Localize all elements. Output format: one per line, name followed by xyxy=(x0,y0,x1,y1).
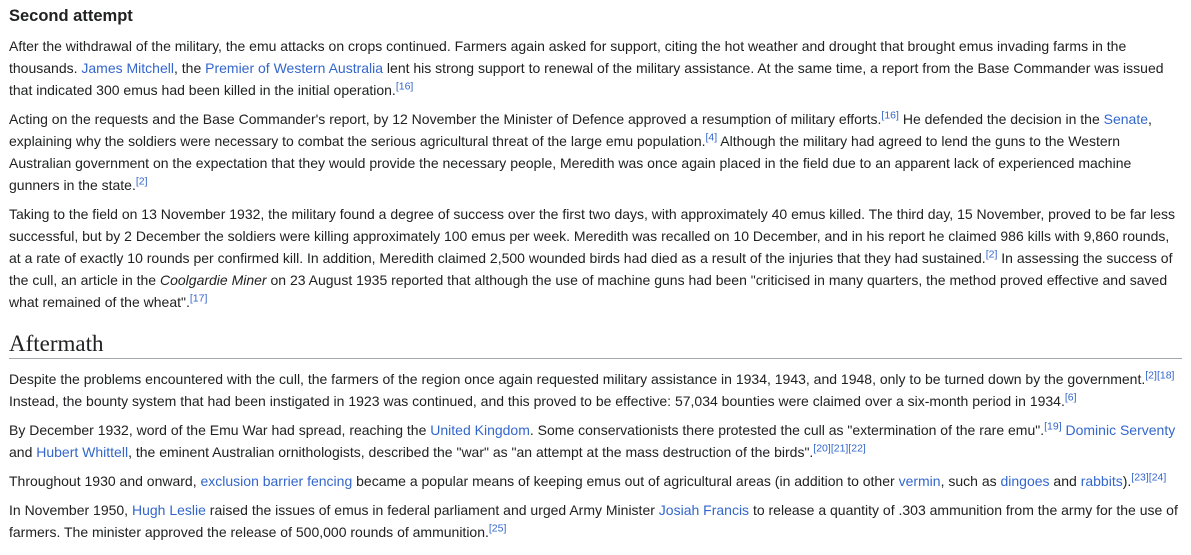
citation-link[interactable]: [2] xyxy=(985,248,998,261)
reference-superscript xyxy=(190,292,208,304)
paragraph: Taking to the field on 13 November 1932, the military found a degree of success over the first two days, with approximately 40 emus killed. The third day, 15 November, proved to be far less successful, but by 2 December the soldiers were killing approximately 100 emus per week. Meredith was recalled on 10 December, and in his report he claimed 986 kills with 9,860 rounds, at a rate of exactly 10 rounds per confirmed kill. In addition, Meredith claimed 2,500 wounded birds had died as a result of the injuries that they had sustained.[2] In assessing the success of the cull, an article in the Coolgardie Miner on 23 August 1935 reported that although the use of machine guns had been "criticised in many quarters, the method proved effective and saved what remained of the wheat".[17] xyxy=(9,206,1175,310)
paragraph: Despite the problems encountered with the cull, the farmers of the region once again requested military assistance in 1934, 1943, and 1948, only to be turned down by the government.[2][18] Instead, the bounty system that had been instigated in 1923 was continued, and this proved to be effective: 57,034 bounties were claimed over a six-month period in 1934.[6] xyxy=(9,369,1175,409)
citation-link[interactable]: [2] xyxy=(1145,369,1157,382)
reference-superscript xyxy=(1065,391,1077,403)
citation-link[interactable]: [2] xyxy=(135,175,148,188)
citation-link[interactable]: [20] xyxy=(813,442,831,455)
citation-link[interactable]: [23] xyxy=(1131,471,1149,484)
reference-superscript xyxy=(986,248,998,260)
citation-link[interactable]: [4] xyxy=(705,131,718,144)
link-hubert-whittell[interactable]: Hubert Whittell xyxy=(36,444,129,460)
link-dominic-serventy[interactable]: Dominic Serventy xyxy=(1065,422,1176,438)
citation-link[interactable]: [21] xyxy=(830,442,849,455)
citation-link[interactable]: [6] xyxy=(1064,391,1077,404)
reference-superscript xyxy=(396,80,414,92)
link-james-mitchell[interactable]: James Mitchell xyxy=(81,60,174,76)
link-rabbits[interactable]: rabbits xyxy=(1080,473,1123,489)
paragraph: In November 1950, Hugh Leslie raised the issues of emus in federal parliament and urged Army Minister Josiah Francis to release a quantity of .303 ammunition from the army for the use of farmers. The minister approved the release of 500,000 rounds of ammunition.[25] xyxy=(9,502,1178,540)
link-united-kingdom[interactable]: United Kingdom xyxy=(430,422,530,438)
link-senate[interactable]: Senate xyxy=(1103,111,1149,127)
paragraph: Acting on the requests and the Base Commander's report, by 12 November the Minister of Defence approved a resumption of military efforts.[16] He defended the decision in the Senate, explaining why the soldiers were necessary to combat the serious agricultural threat of the large emu population.[4] Although the military had agreed to lend the guns to the Western Australian government on the expectation that they would provide the necessary people, Meredith was once again placed in the field due to an apparent lack of experienced machine gunners in the state.[2] xyxy=(9,109,1152,193)
link-vermin[interactable]: vermin xyxy=(898,473,941,489)
reference-superscript xyxy=(813,442,866,454)
link-premier-of-western-australia[interactable]: Premier of Western Australia xyxy=(205,60,384,76)
reference-superscript xyxy=(1145,369,1174,381)
citation-link[interactable]: [16] xyxy=(395,80,414,93)
reference-superscript xyxy=(1044,420,1062,432)
section-heading-aftermath: Aftermath xyxy=(9,331,1182,359)
paragraph: Throughout 1930 and onward, exclusion barrier fencing became a popular means of keeping emus out of agricultural areas (in addition to other vermin, such as dingoes and rabbits).[23][24] xyxy=(9,471,1167,489)
reference-superscript xyxy=(706,131,718,143)
citation-link[interactable]: [19] xyxy=(1044,420,1062,433)
reference-superscript xyxy=(136,175,148,187)
link-exclusion-barrier-fencing[interactable]: exclusion barrier fencing xyxy=(200,473,353,489)
citation-link[interactable]: [17] xyxy=(189,292,208,305)
newspaper-title: Coolgardie Miner xyxy=(159,272,267,288)
section-heading-second-attempt: Second attempt xyxy=(9,7,133,25)
paragraph: After the withdrawal of the military, the emu attacks on crops continued. Farmers again asked for support, citing the hot weather and drought that brought emus invading farms in the thousands. James Mitchell, the Premier of Western Australia lent his strong support to renewal of the military assistance. At the same time, a report from the Base Commander was issued that indicated 300 emus had been killed in the initial operation.[16] xyxy=(9,38,1164,98)
citation-link[interactable]: [25] xyxy=(488,522,507,535)
link-dingoes[interactable]: dingoes xyxy=(1000,473,1050,489)
reference-superscript xyxy=(489,522,507,534)
citation-link[interactable]: [18] xyxy=(1156,369,1175,382)
link-hugh-leslie[interactable]: Hugh Leslie xyxy=(131,502,206,518)
citation-link[interactable]: [24] xyxy=(1148,471,1167,484)
reference-superscript xyxy=(881,109,899,121)
citation-link[interactable]: [16] xyxy=(881,109,899,122)
reference-superscript xyxy=(1131,471,1166,483)
link-josiah-francis[interactable]: Josiah Francis xyxy=(658,502,750,518)
paragraph: By December 1932, word of the Emu War had spread, reaching the United Kingdom. Some conservationists there protested the cull as "extermination of the rare emu".[19] Dominic Serventy and Hubert Whittell, the eminent Australian ornithologists, described the "war" as "an attempt at the mass destruction of the birds".[20][21][22] xyxy=(9,420,1176,460)
citation-link[interactable]: [22] xyxy=(848,442,866,455)
